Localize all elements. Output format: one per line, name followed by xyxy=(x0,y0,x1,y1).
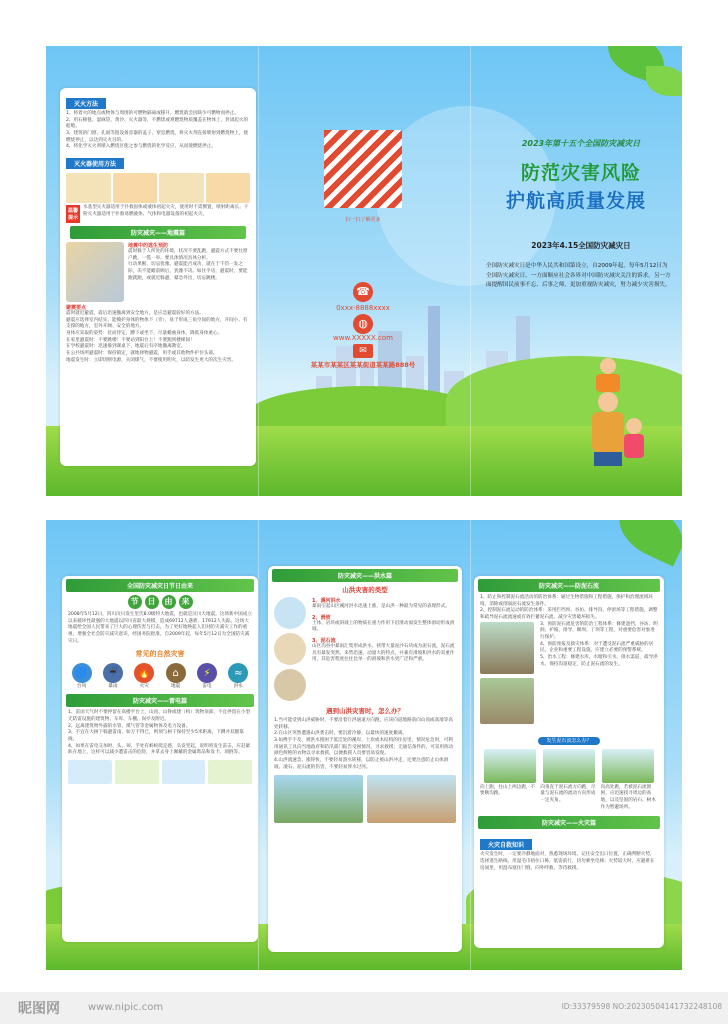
thunder-item: 1、雷雨天气时不要停留在高楼平台上，山顶、山脊或建（构）筑物顶部，不宜停留在小型无防雷设施的建筑物、车库、车棚、岗亭及附近。 xyxy=(68,710,251,722)
disaster-label: 地震 xyxy=(171,684,181,690)
quake-icon: ⌂ xyxy=(166,663,186,683)
meet-item: 1.当可能受到山洪威胁时，不要沿着行洪通道方向跑，应该向道地路前向山顶或高地等高处转移。 xyxy=(274,718,453,730)
quake-escape-title: 地震中的逃生预防 xyxy=(128,242,169,249)
debris-image xyxy=(480,622,534,674)
main-title-1: 防范灾害风险 xyxy=(520,162,641,184)
thunder-image xyxy=(68,760,112,784)
debris-fire-card xyxy=(474,576,664,948)
storm-icon: ☔ xyxy=(103,663,123,683)
main-title-2: 护航高质量发展 xyxy=(505,190,646,212)
occur-list xyxy=(474,783,664,814)
watermark-site: www.nipic.com xyxy=(88,1002,164,1013)
flood-illustrations xyxy=(268,771,462,827)
father-legs xyxy=(594,452,622,466)
intro-text: 全国防灾减灾日是中华人民共和国第设立，自2009年起，每年5月12日为全国防灾减灾日。一方面顺应社会各界对中国防灾减灾关注的诉求，另一方面提醒国民前事不忘、后事之师，更加重视防灾减灾，努力减少灾害损失。 xyxy=(486,263,671,288)
fire-method-item: 1、将着火的地点或物体与周围的可燃物隔离或移开，燃烧就会因缺少可燃物而停止。 xyxy=(66,111,239,116)
thunder-image xyxy=(162,760,206,784)
thunder-image xyxy=(208,760,252,784)
fire-bar: 防灾减灾——火灾篇 xyxy=(478,816,660,829)
fire-method-item: 3、建筑的门窗、孔洞等阻设备容器的盖子，窒息燃烧，将灭火剂直接喷射到燃烧物上，使燃烧停止，以达到灭火目的。 xyxy=(66,130,249,143)
mountain-escape-image xyxy=(484,749,536,783)
debris-item: 2、控制泥石流运动的防治体系：采用拦挡坝、谷坊、排导沟、停淤场等工程措施，调整和疏导泥石流流速或有效拦蓄泥石流，减少灾害破坏损失。 xyxy=(480,608,658,620)
meet-title: 遇到山洪灾害时，怎么办？ xyxy=(326,707,404,715)
fire-quake-card xyxy=(60,88,256,466)
disaster-label: 台风 xyxy=(77,684,87,690)
fire-self-title: 火灾自救知识 xyxy=(480,839,532,850)
meet-item: 2.在山区突然遭遇山洪袭击时，要沉着冷静，以最快的速度撤离。 xyxy=(274,731,408,737)
mountain-escape-image xyxy=(602,749,654,783)
father-head xyxy=(598,392,618,412)
phone-icon: ☎ xyxy=(353,282,373,302)
debris-item: 5、治水工程：修建水库、水塘和引水、排水渠道，疏导洪水，保持沟道稳定，防止泥石流的发生。 xyxy=(540,654,658,667)
website[interactable]: www.XXXXX.com xyxy=(333,334,393,342)
disaster-label: 洪水 xyxy=(233,684,243,690)
quake-illustration xyxy=(66,242,124,302)
occur-item: 向高处跑，若被泥石流围困，应迅速找寻周边的高地，以及坚固的岩石、树木作为暂避场所。 xyxy=(600,784,656,810)
disaster-item xyxy=(134,663,154,689)
thunder-item: 4、如果在雷电交加时，头、颈、手处有蚂蚁爬走感，头发竖起，说明将发生雷击，应赶紧趴在地上，这样可以减少遭雷击的危险，并拿去身上佩戴的金属饰品和发卡、项链等。 xyxy=(68,743,251,756)
thunder-bar: 防灾减灾——雷电篇 xyxy=(66,694,254,707)
fold-line xyxy=(470,520,471,970)
globe-icon: ◍ xyxy=(353,314,373,334)
watermark-logo: 昵图网 xyxy=(18,1001,60,1017)
type-name: 1、溪河洪水 xyxy=(312,598,341,604)
flood-icon: ≈ xyxy=(228,663,248,683)
quake-point: 避震应选择室内结实、能掩护身体的物体下（旁），易于形成三角空间的地方，开间小、有支撑的地方，室外开阔、安全的地方。 xyxy=(66,317,248,330)
father-body xyxy=(592,412,624,452)
debris-flow-image xyxy=(274,669,306,701)
disaster-item xyxy=(72,663,92,689)
quake-bar: 防灾减灾——地震篇 xyxy=(70,226,246,239)
meet-item: 3.如携手不及，被洪水围困于低洼处的溪岸、土坎或木结构的住房里，情况危急时，可利用通讯工具向当地政府和防汛部门报告受困情况，寻求救援；无通信条件的，可采用挥动颜色鲜艳的衣物以寻求救援，以便救援人员要容易发现。 xyxy=(274,737,454,757)
disaster-item xyxy=(166,663,186,689)
kid-head xyxy=(626,418,642,434)
type-name: 3、泥石流 xyxy=(312,637,336,644)
fire-method-title: 灭火方法 xyxy=(66,98,106,109)
flood-bar: 防灾减灾——洪水篇 xyxy=(272,569,458,582)
mountain-image xyxy=(367,775,456,823)
mail-icon: ✉ xyxy=(353,344,373,358)
family-illustration xyxy=(586,358,646,468)
natural-title: 常见的自然灾害 xyxy=(135,650,185,659)
origin-thunder-card xyxy=(62,576,258,942)
warm-tip-text: 水基型灭火器适用于扑救固体或液体初起火灾，使用时不需倒置，喷射距离长。干粉灭火器适用于扑救易燃液体、气体和电器设备的初起火灾。 xyxy=(83,204,249,217)
watermark-bar xyxy=(0,992,728,1024)
step-image xyxy=(159,173,204,203)
quake-point: 身体应采取的姿势：伏而待定，蹲下或坐下，尽量蜷曲身体，降低身体重心。 xyxy=(66,330,223,336)
origin-char: 节 xyxy=(128,595,142,609)
fire-method-item: 4、将化学灭火剂喷入燃烧区使之参与燃烧的化学反应，从而使燃烧停止。 xyxy=(66,144,216,150)
occur-item: 向垂直于泥石流方向跑，尽量与泥石流的流动方向形成一定夹角。 xyxy=(540,784,596,803)
step-image xyxy=(113,173,158,203)
meet-item: 4.山洪流速急、涨得快，不要轻易游水转移，以防止被山洪冲走，还要注意防止山体滑坡、滚石、泥石流的伤害，不要轻易涉水过河。 xyxy=(274,757,449,770)
quake-points-title: 避震要点 xyxy=(66,304,87,311)
thunder-illustrations xyxy=(62,757,258,787)
debris-image xyxy=(480,678,534,724)
watermark-id: ID:33379598 NO:20230504141732248108 xyxy=(561,1002,722,1011)
fire-self-text: 火灾发生时，一定要冷静地面对，熟悉现场环境，记住安全出口位置，正确判断火势，选择逃生路线。用湿毛巾捂住口鼻，低姿前行，切勿乘坐电梯；火势较大时，应避难在房间里，用湿布塞住门缝，向外呼救，等待救援。 xyxy=(480,852,655,871)
origin-char: 日 xyxy=(145,595,159,609)
subtitle: 2023年4.15全国防灾减灾日 xyxy=(531,241,631,250)
debris-item: 3、预防泥石流危害的防治工程体系：修建遮挡、谷坊、明洞、护坡、排导、顺坝、丁坝等工程，对重要危害对象进行保护。 xyxy=(540,621,658,640)
thunder-item: 2、远离建筑物外露的水管、煤气管等金属物体及电力设备。 xyxy=(68,723,191,729)
origin-text: 2008年5月12日，四川汶川发生里氏8.0级特大地震，也就是汶川大地震。这场新中国成立以来破坏性最强的大地震以四川省最大规模，造成69712人遇难，17912人失踪。这场大地震给全国人民带来了巨大的心理伤害与打击。为了更好地唤起人们对防灾减灾工作的重视，增强全社会防灾减灾意识，经国务院批准，自2009年起，每年5月12日为全国防灾减灾日。 xyxy=(68,612,252,644)
quake-point: 在公共场所避震时：保持镇定，就地择物避震，用手或其他物件护住头部。 xyxy=(66,350,218,356)
occur-title: 发生泥石流怎么办？ xyxy=(538,737,599,745)
step-image xyxy=(206,173,251,203)
fire-icon: 🔥 xyxy=(134,663,154,683)
disaster-item xyxy=(197,663,217,689)
debris-illustrations xyxy=(480,622,536,724)
fold-line xyxy=(258,520,259,970)
brochure-front xyxy=(46,46,682,496)
debris-bar: 防灾减灾——防泥石流 xyxy=(478,579,660,592)
warm-tip-label: 温馨提示 xyxy=(66,205,80,223)
origin-bar: 全国防灾减灾日节日由来 xyxy=(66,579,254,592)
typhoon-icon: 🌀 xyxy=(72,663,92,683)
disaster-label: 雷电 xyxy=(202,684,212,690)
type-text: 山区沟谷中暴雨汇集形成洪水，挟带大量泥沙石块成为泥石流。泥石流具有暴发突然、来势迅速、动量大的特点，并兼有滑坡和洪水的双重作用，其危害程度往往比单一的滑坡和洪水更广泛和严重。 xyxy=(312,643,455,663)
origin-char: 来 xyxy=(179,595,193,609)
type-name: 2、滑坡 xyxy=(312,614,331,621)
quake-escape-item: 行动果断，切忌犹豫。避震能否成功，就在于千钧一发之际，决不能瞻前顾后，犹豫不决。如住平房，避震时，要能跑就跑，或就近躲避，紧急外出，切忌跳楼。 xyxy=(128,262,248,281)
quake-point: 地震发生时：立即切断电源，关闭煤气，不要使用明火，以防发生更大的次生灾害。 xyxy=(66,357,236,363)
fold-line xyxy=(470,46,471,496)
type-text: 土体、岩块或斜坡上的物质在重力作用下沿滑动面发生整体滑动形成滑坡。 xyxy=(312,620,455,633)
top-title: 2023年第十五个全国防灾减灾日 xyxy=(521,139,641,148)
brochure-back xyxy=(46,520,682,970)
landslide-image xyxy=(274,633,306,665)
disaster-icons xyxy=(62,663,258,689)
origin-char: 由 xyxy=(162,595,176,609)
types-illustrations xyxy=(274,597,308,701)
kid-body xyxy=(624,434,644,458)
debris-item: 1、防止和控制泥石流活动的防治体系：通过生物措施和工程措施，保护和治理流域环境，消除或削弱泥石流发生条件。 xyxy=(480,595,653,607)
thunder-item: 3、不宜在大树下躲避雷雨，如万不得已，则须与树干保持至少5米距离，下蹲并双腿靠拢。 xyxy=(68,730,244,742)
child-body xyxy=(596,374,620,392)
mountain-escape-image xyxy=(543,749,595,783)
quake-point: 震时就近避震，震后迅速撤离到安全地方，是应急避震较好的方法。 xyxy=(66,310,204,316)
address: 某某市某某区某某街道某某路888号 xyxy=(310,361,416,369)
disaster-item xyxy=(103,663,123,689)
occur-item: 向上跑，往山上两边跑，不要顺沟跑。 xyxy=(480,784,536,797)
disaster-label: 暴雨 xyxy=(108,684,118,690)
phone-number[interactable]: 0xxx-8888xxxx xyxy=(336,304,390,312)
quake-point: 在学校避震时：迅速躲到课桌下，地震后有序地撤离教室。 xyxy=(66,344,186,350)
thunder-image xyxy=(115,760,159,784)
quake-escape-item: 震时躲于人所处的环境，状况不要乱跑，避震方式不要往窗户跳，一慌一举。要具体情况具体分析。 xyxy=(128,248,248,261)
occur-illustrations xyxy=(474,749,664,783)
thunder-icon: ⚡ xyxy=(197,663,217,683)
extinguisher-title: 灭火器使用方法 xyxy=(66,158,124,169)
tree-rescue-image xyxy=(274,775,363,823)
flood-card xyxy=(268,566,462,952)
disaster-label: 火灾 xyxy=(139,684,149,690)
step-image xyxy=(66,173,111,203)
child-head xyxy=(600,358,616,374)
fire-method-item: 2、用石棉毯、湿麻袋、黄沙、灭火器等，不燃烧或难燃烧物质覆盖在物体上，封闭起火的船舱。 xyxy=(66,117,249,130)
flood-image xyxy=(274,597,306,629)
qr-code-placeholder[interactable] xyxy=(324,130,402,208)
extinguisher-steps xyxy=(66,173,250,203)
quake-point: 在家里避震时：不要跳楼！不要站到阳台上！不要跑到楼梯间！ xyxy=(66,337,195,343)
debris-item: 4、预防预报及救灾体系：对于遭受泥石流严重威胁的居民、企业和重要工程设施，应建立必要的预警系统。 xyxy=(540,641,654,654)
origin-chars xyxy=(62,595,258,609)
types-title: 山洪灾害的类型 xyxy=(342,586,388,594)
type-text: 暴雨引起山区溪河洪水迅速上涨，是山洪一种最为常见的表现形式。 xyxy=(312,604,450,609)
disaster-item xyxy=(228,663,248,689)
scan-label: 扫一扫了解更多 xyxy=(345,217,381,223)
fold-line xyxy=(258,46,259,496)
